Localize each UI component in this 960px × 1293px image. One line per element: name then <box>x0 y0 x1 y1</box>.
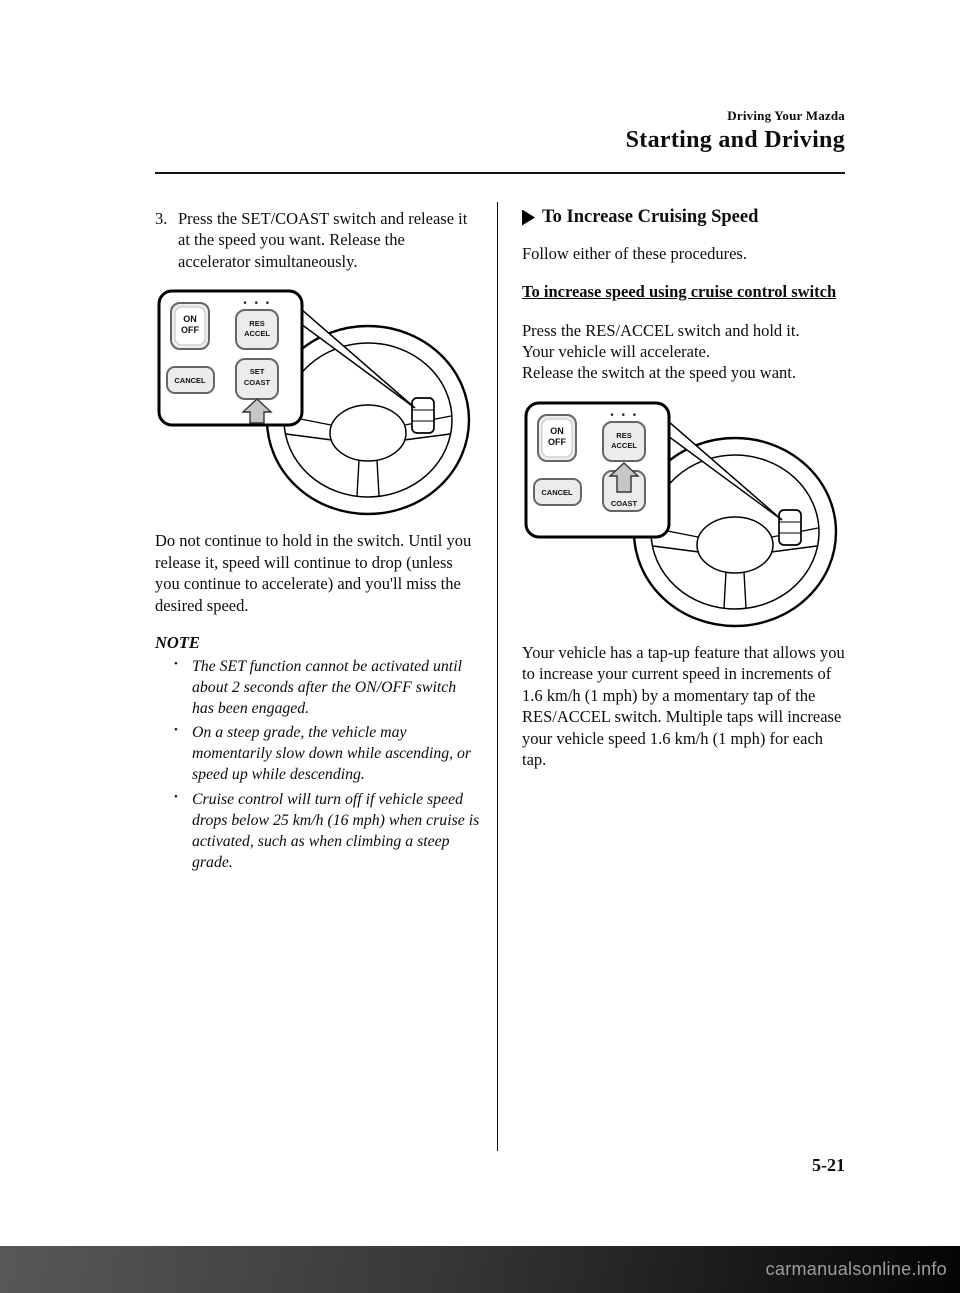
procedure-subheading: To increase speed using cruise control switch <box>522 282 837 302</box>
dots-icon: • • • <box>242 299 272 310</box>
note-item-text: On a steep grade, the vehicle may momentarily slow down while ascending, or speed up while descending. <box>192 724 472 784</box>
procedure-line: Release the switch at the speed you want. <box>522 363 796 383</box>
accel-label: ACCEL <box>611 440 637 450</box>
bullet-icon: • <box>174 657 178 670</box>
figure2-graphic <box>522 399 840 631</box>
res-label: RES <box>249 319 265 329</box>
on-label: ON <box>550 425 564 436</box>
wheel-switch-housing <box>412 398 434 433</box>
note-block <box>155 633 481 874</box>
dots-icon: • • • <box>609 410 639 421</box>
cruise-control-panel <box>159 291 302 425</box>
page-title: Starting and Driving <box>625 127 845 153</box>
accel-label: ACCEL <box>244 329 270 339</box>
figure-set-coast-switch <box>155 287 481 519</box>
cancel-label: CANCEL <box>541 487 573 497</box>
page-header <box>626 108 845 154</box>
procedure-paragraph <box>522 320 845 384</box>
figure1-graphic <box>155 287 473 519</box>
note-item-text: The SET function cannot be activated until about 2 seconds after the ON/OFF switch has been engaged. <box>192 657 462 717</box>
step-number: 3. <box>155 209 168 228</box>
note-item-text: Cruise control will turn off if vehicle speed drops below 25 km/h (16 mph) when cruise is activated, such as when climbing a steep grade. <box>192 790 480 871</box>
off-label: OFF <box>548 436 566 447</box>
step-text: Press the SET/COAST switch and release it at the speed you want. Release the accelerator simultaneously. <box>178 209 468 271</box>
watermark-text: carmanualsonline.info <box>765 1259 947 1279</box>
set-label: SET <box>249 367 265 377</box>
section-heading-text: To Increase Cruising Speed <box>542 207 759 227</box>
cruise-control-panel <box>526 403 669 537</box>
header-rule <box>155 172 845 174</box>
tap-up-paragraph: Your vehicle has a tap-up feature that allows you to increase your current speed in increments of 1.6 km/h (1 mph) by a momentary tap of the RES/ACCEL switch. Multiple taps will increase your vehicle speed 1.6 km/h (1 mph) for each tap. <box>522 642 845 770</box>
chapter-label: Driving Your Mazda <box>727 108 845 123</box>
note-item <box>155 789 481 874</box>
note-label: NOTE <box>155 632 200 652</box>
on-label: ON <box>183 314 197 325</box>
res-label: RES <box>616 430 632 440</box>
coast-label: COAST <box>610 498 638 508</box>
procedure-line: Press the RES/ACCEL switch and hold it. <box>522 320 800 340</box>
procedure-line: Your vehicle will accelerate. <box>522 341 710 361</box>
section-heading <box>522 207 845 228</box>
watermark-band <box>0 1246 960 1293</box>
hold-switch-paragraph: Do not continue to hold in the switch. Until you release it, speed will continue to drop (unless you continue to accelerate) and you'll miss the desired speed. <box>155 531 472 615</box>
page-number: 5-21 <box>812 1155 845 1175</box>
note-item <box>155 656 481 719</box>
coast-label: COAST <box>243 378 271 388</box>
intro-paragraph: Follow either of these procedures. <box>522 244 747 264</box>
step-3 <box>155 208 481 272</box>
section-marker-icon <box>522 210 535 226</box>
bullet-icon: • <box>174 790 178 803</box>
figure-res-accel-switch <box>522 399 845 631</box>
bullet-icon: • <box>174 724 178 737</box>
left-column <box>155 202 497 873</box>
right-column <box>498 202 845 787</box>
two-column-layout <box>155 202 845 1151</box>
note-item <box>155 722 481 785</box>
off-label: OFF <box>181 325 199 336</box>
cancel-label: CANCEL <box>174 376 206 386</box>
wheel-switch-housing <box>779 510 801 545</box>
